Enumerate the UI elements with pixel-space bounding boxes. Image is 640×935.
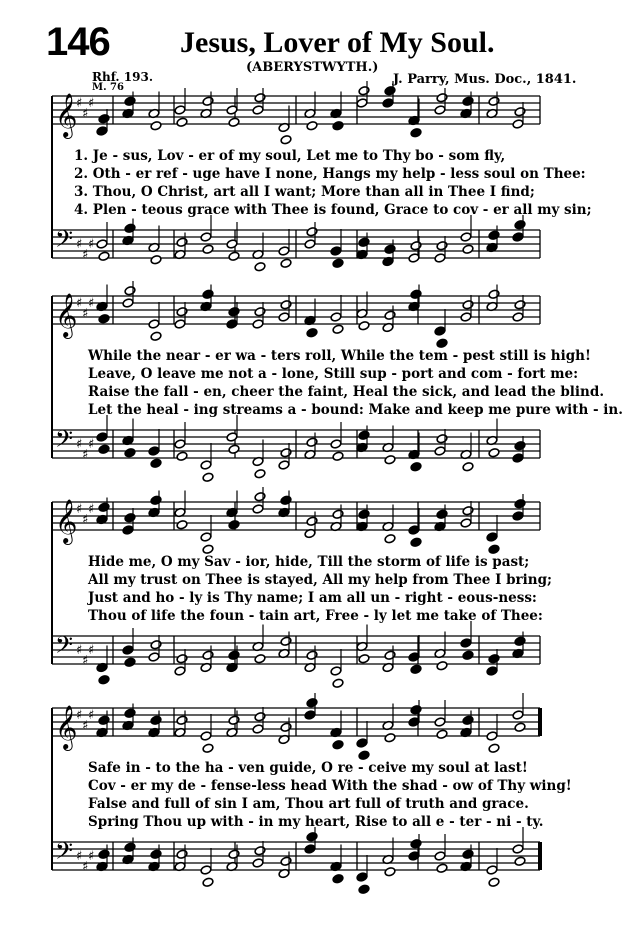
note-head [460, 232, 472, 242]
note-head [200, 232, 212, 242]
note-head [280, 300, 292, 310]
sharp-icon: ♯ [88, 708, 95, 723]
note-head [330, 439, 342, 449]
lyric-line: Just and ho - ly is Thy name; I am all un - right - eous-ness: [88, 590, 537, 606]
sharp-icon: ♯ [76, 643, 83, 658]
sharp-icon: ♯ [82, 247, 89, 263]
note-head [280, 722, 292, 732]
note-head [306, 328, 318, 338]
lyric-line: While the near - er wa - ters roll, While the tem - pest still is high! [88, 348, 591, 364]
note-head [202, 96, 214, 106]
note-head [410, 128, 422, 138]
note-head [356, 872, 368, 882]
note-head [488, 743, 500, 753]
metronome-marking: M. 76 [92, 82, 124, 93]
note-head [436, 434, 448, 444]
note-head [252, 105, 264, 115]
note-head [252, 858, 264, 868]
note-head [174, 439, 186, 449]
note-head [306, 698, 318, 708]
note-head [98, 502, 110, 512]
note-head [332, 324, 344, 334]
note-head [228, 715, 240, 725]
sharp-icon: ♯ [88, 96, 95, 111]
note-head [278, 460, 290, 470]
note-head [202, 244, 214, 254]
note-head [512, 844, 524, 854]
note-head [460, 312, 472, 322]
note-head [254, 307, 266, 317]
note-head [174, 105, 186, 115]
lyric-line: Hide me, O my Sav - ior, hide, Till the storm of life is past; [88, 554, 530, 570]
note-head [384, 534, 396, 544]
note-head [462, 715, 474, 725]
note-head [150, 458, 162, 468]
sharp-icon: ♯ [88, 296, 95, 311]
note-head [488, 448, 500, 458]
note-head [98, 849, 110, 859]
sharp-icon: ♯ [76, 296, 83, 311]
note-head [150, 495, 162, 505]
note-head [358, 86, 370, 96]
note-head [384, 244, 396, 254]
lyric-line: Raise the fall - en, cheer the faint, Heal the sick, and lead the blind. [88, 384, 605, 400]
note-head [358, 884, 370, 894]
sharp-icon: ♯ [88, 849, 95, 864]
note-head [200, 865, 212, 875]
note-head [252, 504, 264, 514]
note-head [124, 96, 136, 106]
note-head [148, 319, 160, 329]
bass-clef-icon: 𝄢 [55, 837, 74, 870]
note-head [408, 253, 420, 263]
bass-clef-icon: 𝄢 [55, 225, 74, 258]
note-head [98, 675, 110, 685]
note-head [202, 472, 214, 482]
hymn-number: 146 [46, 20, 110, 64]
note-head [176, 849, 188, 859]
bass-clef-icon: 𝄢 [55, 425, 74, 458]
note-head [356, 738, 368, 748]
note-head [278, 246, 290, 256]
note-head [280, 448, 292, 458]
note-head [486, 666, 498, 676]
note-head [122, 645, 134, 655]
note-head [514, 441, 526, 451]
note-head [254, 262, 266, 272]
note-head [460, 638, 472, 648]
note-head [434, 326, 446, 336]
note-head [462, 462, 474, 472]
note-head [514, 722, 526, 732]
note-head [228, 251, 240, 261]
note-head [202, 650, 214, 660]
treble-clef-icon: 𝄞 [55, 499, 78, 543]
sharp-icon: ♯ [88, 502, 95, 517]
sharp-icon: ♯ [76, 96, 83, 111]
note-head [226, 319, 238, 329]
note-head [124, 513, 136, 523]
note-head [488, 654, 500, 664]
note-head [486, 532, 498, 542]
sharp-icon: ♯ [82, 718, 89, 734]
note-head [148, 446, 160, 456]
note-head [330, 312, 342, 322]
note-head [202, 743, 214, 753]
sharp-icon: ♯ [88, 437, 95, 452]
note-head [254, 469, 266, 479]
note-head [278, 312, 290, 322]
note-head [410, 537, 422, 547]
note-head [306, 832, 318, 842]
lyric-line: 4. Plen - teous grace with Thee is found, Grace to cov - er all my sin; [74, 202, 592, 218]
note-head [512, 312, 524, 322]
note-head [462, 96, 474, 106]
note-head [514, 220, 526, 230]
note-head [434, 851, 446, 861]
note-head [150, 121, 162, 131]
note-head [408, 525, 420, 535]
sharp-icon: ♯ [82, 306, 89, 322]
note-head [436, 338, 448, 348]
note-head [254, 654, 266, 664]
note-head [358, 750, 370, 760]
note-head [514, 107, 526, 117]
note-head [434, 105, 446, 115]
note-head [512, 511, 524, 521]
note-head [488, 230, 500, 240]
note-head [488, 289, 500, 299]
note-head [228, 520, 240, 530]
note-head [176, 237, 188, 247]
sharp-icon: ♯ [76, 437, 83, 452]
note-head [514, 499, 526, 509]
note-head [512, 710, 524, 720]
note-head [98, 314, 110, 324]
note-head [332, 740, 344, 750]
note-head [434, 717, 446, 727]
note-head [176, 654, 188, 664]
note-head [304, 844, 316, 854]
note-head [124, 842, 136, 852]
note-head [174, 666, 186, 676]
note-head [306, 121, 318, 131]
sharp-icon: ♯ [76, 849, 83, 864]
note-head [228, 117, 240, 127]
note-head [280, 856, 292, 866]
note-head [436, 729, 448, 739]
note-head [228, 650, 240, 660]
note-head [280, 636, 292, 646]
note-head [434, 446, 446, 456]
note-head [122, 298, 134, 308]
note-head [356, 98, 368, 108]
note-head [434, 253, 446, 263]
sharp-icon: ♯ [88, 237, 95, 252]
note-head [332, 509, 344, 519]
note-head [512, 232, 524, 242]
hymn-title: Jesus, Lover of My Soul. [180, 26, 495, 59]
note-head [226, 105, 238, 115]
sharp-icon: ♯ [82, 859, 89, 875]
note-head [228, 307, 240, 317]
treble-clef-icon: 𝄞 [55, 705, 78, 749]
note-head [358, 509, 370, 519]
note-head [410, 462, 422, 472]
note-head [436, 863, 448, 873]
sharp-icon: ♯ [88, 643, 95, 658]
note-head [254, 846, 266, 856]
note-head [96, 239, 108, 249]
note-head [150, 849, 162, 859]
note-head [358, 237, 370, 247]
note-head [410, 241, 422, 251]
note-head [254, 492, 266, 502]
sharp-icon: ♯ [76, 708, 83, 723]
note-head [462, 650, 474, 660]
sharp-icon: ♯ [82, 653, 89, 669]
note-head [330, 246, 342, 256]
note-head [382, 98, 394, 108]
note-head [436, 509, 448, 519]
lyric-line: 2. Oth - er ref - uge have I none, Hangs my help - less soul on Thee: [74, 166, 586, 182]
note-head [488, 544, 500, 554]
note-head [176, 307, 188, 317]
lyric-line: Cov - er my de - fense-less head With the shad - ow of Thy wing! [88, 778, 572, 794]
sharp-icon: ♯ [82, 106, 89, 122]
composer-credit: J. Parry, Mus. Doc., 1841. [393, 72, 577, 87]
note-head [384, 310, 396, 320]
lyric-line: Spring Thou up with - in my heart, Rise to all e - ter - ni - ty. [88, 814, 544, 830]
note-head [96, 126, 108, 136]
note-head [304, 710, 316, 720]
note-head [122, 525, 134, 535]
note-head [150, 255, 162, 265]
note-head [174, 319, 186, 329]
note-head [280, 258, 292, 268]
note-head [202, 289, 214, 299]
note-head [200, 460, 212, 470]
note-head [176, 117, 188, 127]
note-head [202, 544, 214, 554]
note-head [460, 518, 472, 528]
note-head [306, 650, 318, 660]
note-head [332, 121, 344, 131]
lyric-line: Safe in - to the ha - ven guide, O re - ceive my soul at last! [88, 760, 528, 776]
note-head [384, 867, 396, 877]
lyric-line: Let the heal - ing streams a - bound: Make and keep me pure with - in. [88, 402, 623, 418]
note-head [358, 321, 370, 331]
note-head [226, 239, 238, 249]
note-head [176, 520, 188, 530]
note-head [410, 839, 422, 849]
note-head [150, 331, 162, 341]
note-head [124, 708, 136, 718]
note-head [306, 227, 318, 237]
note-head [384, 733, 396, 743]
note-head [436, 241, 448, 251]
note-head [226, 432, 238, 442]
note-head [462, 300, 474, 310]
note-head [486, 731, 498, 741]
note-head [512, 453, 524, 463]
note-head [462, 244, 474, 254]
tune-name: (ABERYSTWYTH.) [246, 60, 379, 75]
note-head [358, 654, 370, 664]
note-head [252, 319, 264, 329]
note-head [124, 286, 136, 296]
note-head [410, 664, 422, 674]
note-head [150, 640, 162, 650]
note-head [410, 289, 422, 299]
note-head [384, 650, 396, 660]
note-head [384, 86, 396, 96]
note-head [332, 258, 344, 268]
note-head [98, 444, 110, 454]
lyric-line: Leave, O leave me not a - lone, Still sup - port and com - fort me: [88, 366, 579, 382]
lyric-line: False and full of sin I am, Thou art full of truth and grace. [88, 796, 529, 812]
note-head [228, 444, 240, 454]
note-head [98, 114, 110, 124]
treble-clef-icon: 𝄞 [55, 93, 78, 137]
note-head [488, 877, 500, 887]
treble-clef-icon: 𝄞 [55, 293, 78, 337]
note-head [200, 532, 212, 542]
note-head [202, 877, 214, 887]
note-head [514, 300, 526, 310]
note-head [332, 874, 344, 884]
note-head [124, 223, 136, 233]
sharp-icon: ♯ [82, 447, 89, 463]
note-head [280, 495, 292, 505]
note-head [332, 451, 344, 461]
note-head [330, 666, 342, 676]
note-head [486, 865, 498, 875]
note-head [306, 437, 318, 447]
note-head [514, 856, 526, 866]
note-head [254, 712, 266, 722]
note-head [150, 715, 162, 725]
lyric-line: 3. Thou, O Christ, art all I want; More than all in Thee I find; [74, 184, 535, 200]
note-head [98, 715, 110, 725]
note-head [96, 432, 108, 442]
note-head [410, 705, 422, 715]
note-head [332, 678, 344, 688]
sharp-icon: ♯ [82, 512, 89, 528]
note-head [304, 239, 316, 249]
lyric-line: 1. Je - sus, Lov - er of my soul, Let me to Thy bo - som fly, [74, 148, 506, 164]
lyric-line: All my trust on Thee is stayed, All my help from Thee I bring; [88, 572, 553, 588]
note-head [124, 657, 136, 667]
bass-clef-icon: 𝄢 [55, 631, 74, 664]
note-head [98, 251, 110, 261]
note-head [228, 849, 240, 859]
note-head [512, 119, 524, 129]
note-head [436, 661, 448, 671]
note-head [176, 715, 188, 725]
sharp-icon: ♯ [76, 502, 83, 517]
note-head [514, 636, 526, 646]
note-head [124, 448, 136, 458]
note-head [462, 849, 474, 859]
note-head [252, 724, 264, 734]
note-head [436, 93, 448, 103]
note-head [200, 731, 212, 741]
note-head [384, 455, 396, 465]
note-head [176, 451, 188, 461]
note-head [462, 506, 474, 516]
note-head [254, 93, 266, 103]
note-head [358, 430, 370, 440]
note-head [148, 652, 160, 662]
note-head [488, 96, 500, 106]
note-head [306, 516, 318, 526]
rhythm-reference: Rhf. 193. [92, 70, 154, 84]
lyric-line: Thou of life the foun - tain art, Free - ly let me take of Thee: [88, 608, 543, 624]
note-head [280, 135, 292, 145]
sharp-icon: ♯ [76, 237, 83, 252]
